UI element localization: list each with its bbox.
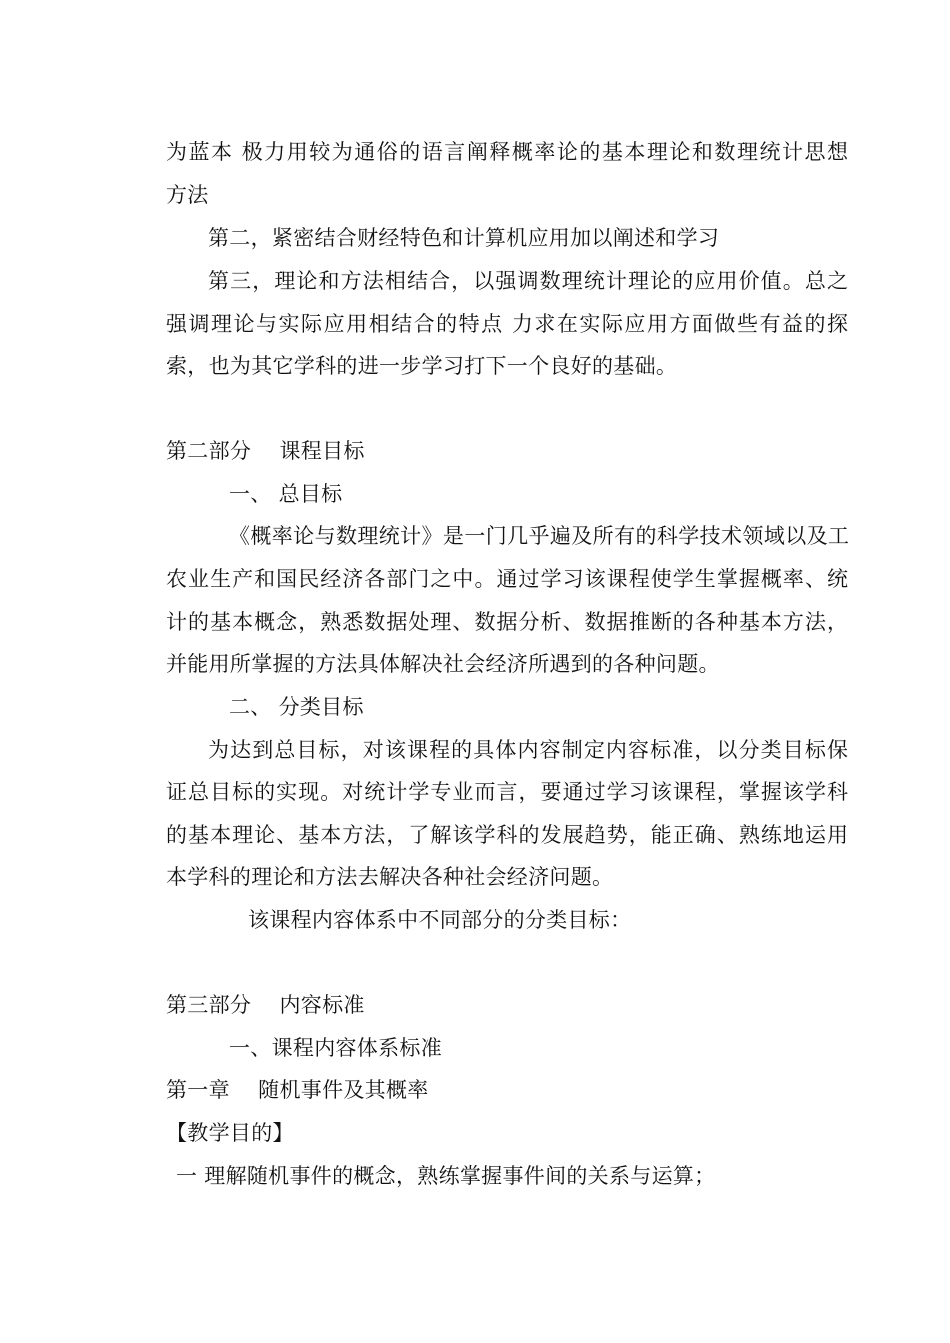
text-line: 索，也为其它学科的进一步学习打下一个良好的基础。 [166,354,678,378]
subsection-heading: 二、 分类目标 [229,695,364,719]
text-line: 证总目标的实现。对统计学专业而言，要通过学习该课程，掌握该学科 [166,780,848,804]
bracket-heading: 【教学目的】 [166,1121,294,1145]
text-line: 该课程内容体系中不同部分的分类目标： [248,908,632,932]
text-line: 为蓝本 极力用较为通俗的语言阐释概率论的基本理论和数理统计思想 [166,140,848,164]
text-line: 第三，理论和方法相结合，以强调数理统计理论的应用价值。总之 [208,269,848,293]
text-line: 的基本理论、基本方法，了解该学科的发展趋势，能正确、熟练地运用 [166,823,848,847]
text-line: 为达到总目标，对该课程的具体内容制定内容标准，以分类目标保 [208,738,848,762]
text-line: 本学科的理论和方法去解决各种社会经济问题。 [166,865,614,889]
text-line: 一 理解随机事件的概念，熟练掌握事件间的关系与运算； [176,1164,716,1188]
text-line: 强调理论与实际应用相结合的特点 力求在实际应用方面做些有益的探 [166,312,848,336]
section-heading: 第二部分 课程目标 [166,439,365,463]
subsection-heading: 一、课程内容体系标准 [229,1036,442,1060]
chapter-heading: 第一章 随机事件及其概率 [166,1078,429,1102]
section-heading: 第三部分 内容标准 [166,993,365,1017]
text-line: 计的基本概念，熟悉数据处理、数据分析、数据推断的各种基本方法， [166,610,848,634]
text-line: 第二，紧密结合财经特色和计算机应用加以阐述和学习 [208,226,720,250]
text-line: 《概率论与数理统计》是一门几乎遍及所有的科学技术领域以及工 [229,524,849,548]
text-line: 方法 [166,183,209,207]
text-line: 并能用所掌握的方法具体解决社会经济所遇到的各种问题。 [166,652,720,676]
subsection-heading: 一、 总目标 [229,482,343,506]
text-line: 农业生产和国民经济各部门之中。通过学习该课程使学生掌握概率、统 [166,567,848,591]
